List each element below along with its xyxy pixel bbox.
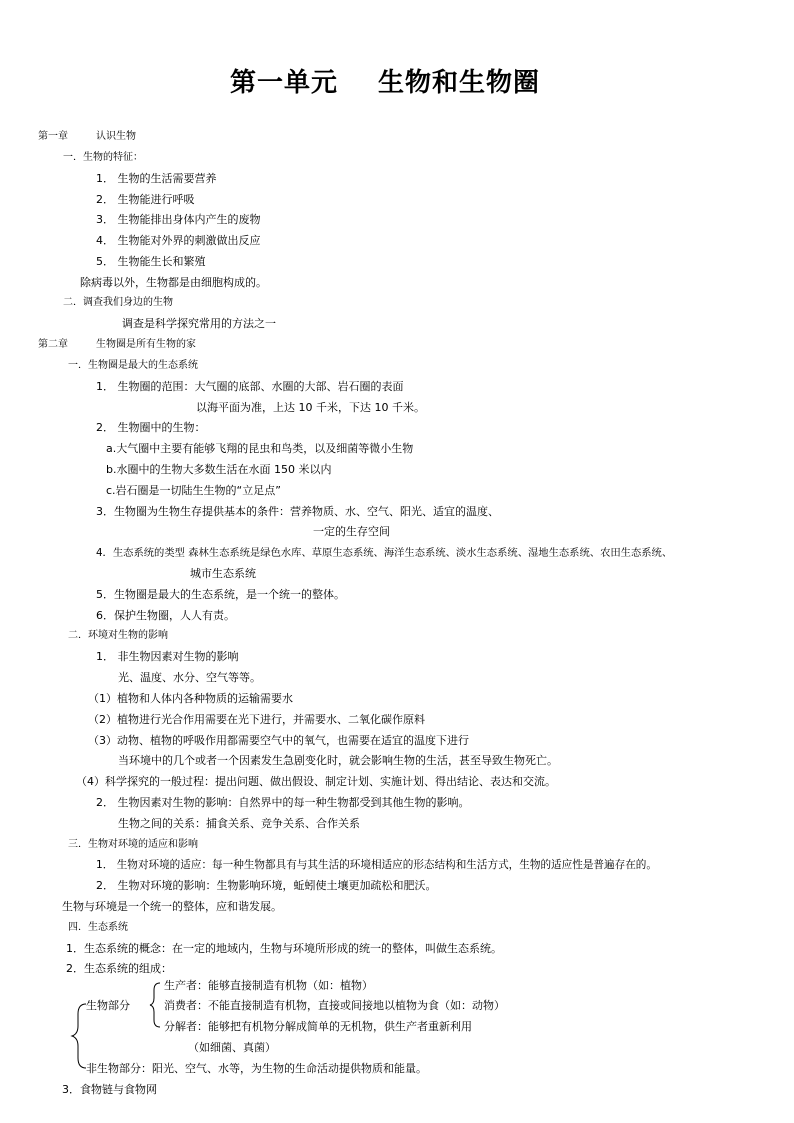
sub-item: a.大气圈中主要有能够飞翔的昆虫和鸟类，以及细菌等微小生物 (106, 442, 414, 455)
section-heading: 三．生物对环境的适应和影响 (68, 839, 198, 850)
note-text: 调查是科学探究常用的方法之一 (122, 317, 276, 330)
section-heading: 二．调查我们身边的生物 (63, 297, 173, 308)
list-item: 5． 生物能生长和繁殖 (96, 255, 206, 268)
sub-item: （2）植物进行光合作用需要在光下进行，并需要水、二氧化碳作原料 (88, 713, 425, 726)
chapter-label: 第二章 (38, 339, 68, 350)
decomposer-item: 分解者：能够把有机物分解成简单的无机物，供生产者重新利用 (164, 1020, 472, 1033)
list-item: 4． 生物能对外界的刺激做出反应 (96, 234, 261, 247)
list-item: 2． 生物圈中的生物： (96, 421, 206, 434)
continuation-text: 以海平面为准，上达 10 千米，下达 10 千米。 (196, 401, 425, 414)
continuation-text: （如细菌、真菌） (188, 1041, 276, 1054)
list-item: 2． 生物因素对生物的影响：自然界中的每一种生物都受到其他生物的影响。 (96, 796, 470, 809)
sub-item: （4）科学探究的一般过程：提出问题、做出假设、制定计划、实施计划、得出结论、表达和交流。 (76, 775, 556, 788)
list-item: 3．食物链与食物网 (62, 1083, 157, 1096)
list-item: 6．保护生物圈，人人有责。 (96, 609, 235, 622)
note-text: 除病毒以外，生物都是由细胞构成的。 (80, 276, 267, 289)
list-item: 4．生态系统的类型 森林生态系统是绿色水库、草原生态系统、海洋生态系统、淡水生态系统、湿地生态系统、农田生态系统、 (96, 547, 673, 559)
continuation-text: 生物之间的关系：捕食关系、竞争关系、合作关系 (118, 817, 360, 830)
list-item: 3． 生物能排出身体内产生的废物 (96, 213, 261, 226)
sub-item: b.水圈中的生物大多数生活在水面 150 米以内 (106, 463, 332, 476)
list-item: 1． 生物圈的范围：大气圈的底部、水圈的大部、岩石圈的表面 (96, 380, 404, 393)
title-topic: 生物和生物圈 (378, 68, 541, 98)
consumer-item: 消费者：不能直接制造有机物，直接或间接地以植物为食（如：动物） (164, 999, 505, 1012)
section-heading: 一．生物圈是最大的生态系统 (68, 360, 198, 371)
section-heading: 一．生物的特征： (63, 152, 143, 163)
chapter-title: 认识生物 (96, 131, 136, 142)
section-heading: 四．生态系统 (68, 922, 128, 933)
sub-item: c.岩石圈是一切陆生生物的“立足点” (106, 484, 281, 497)
note-text: 生物与环境是一个统一的整体，应和谐发展。 (62, 900, 282, 913)
sub-item: （1）植物和人体内各种物质的运输需要水 (88, 692, 293, 705)
list-item: 2． 生物能进行呼吸 (96, 193, 195, 206)
sub-item: （3）动物、植物的呼吸作用都需要空气中的氧气，也需要在适宜的温度下进行 (88, 734, 469, 747)
continuation-text: 当环境中的几个或者一个因素发生急剧变化时，就会影响生物的生活，甚至导致生物死亡。 (118, 754, 558, 767)
list-item: 5．生物圈是最大的生态系统，是一个统一的整体。 (96, 588, 345, 601)
title-unit: 第一单元 (230, 68, 339, 98)
biotic-label: 生物部分 (86, 999, 130, 1012)
continuation-text: 光、温度、水分、空气等等。 (118, 671, 261, 684)
producer-item: 生产者：能够直接制造有机物（如：植物） (164, 979, 373, 992)
list-item: 2． 生物对环境的影响：生物影响环境，蚯蚓使土壤更加疏松和肥沃。 (96, 879, 437, 892)
list-item: 1． 非生物因素对生物的影响 (96, 650, 239, 663)
abiotic-item: 非生物部分：阳光、空气、水等，为生物的生命活动提供物质和能量。 (86, 1062, 427, 1075)
section-heading: 二．环境对生物的影响 (68, 630, 168, 641)
list-item: 2．生态系统的组成： (66, 962, 172, 975)
list-item: 3．生物圈为生物生存提供基本的条件：营养物质、水、空气、阳光、适宜的温度、 (96, 505, 499, 518)
chapter-label: 第一章 (38, 131, 68, 142)
list-item: 1． 生物对环境的适应：每一种生物都具有与其生活的环境相适应的形态结构和生活方式，生物的适应性是普遍存在的。 (96, 859, 657, 871)
chapter-title: 生物圈是所有生物的家 (96, 339, 196, 350)
list-item: 1． 生物的生活需要营养 (96, 172, 217, 185)
list-item: 1．生态系统的概念：在一定的地域内，生物与环境所形成的统一的整体，叫做生态系统。 (66, 942, 502, 955)
continuation-text: 城市生态系统 (190, 567, 256, 580)
continuation-text: 一定的生存空间 (313, 525, 390, 538)
